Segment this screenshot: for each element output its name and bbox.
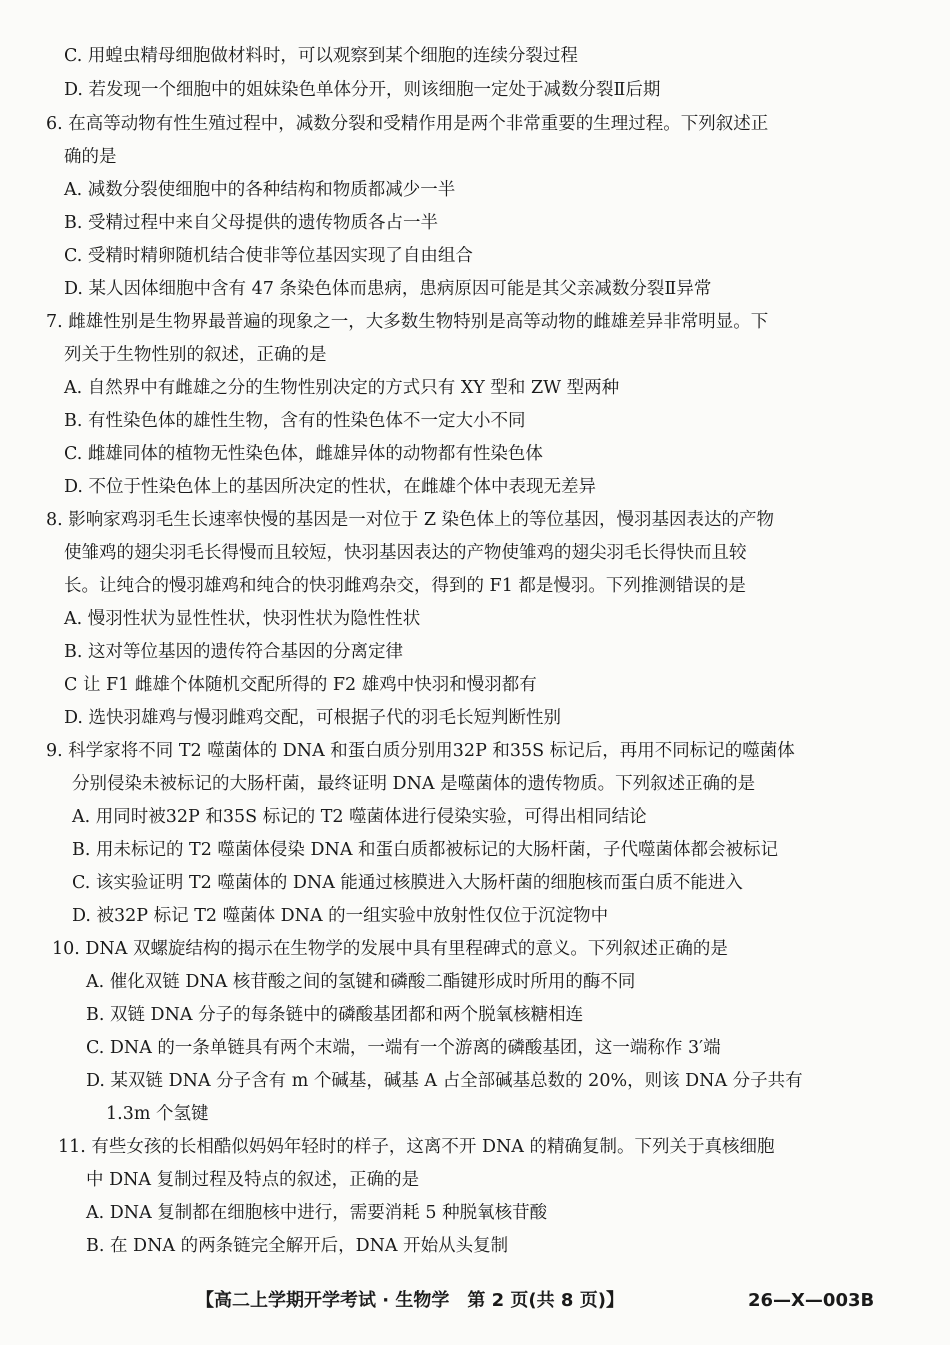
q10-option-c: C. DNA 的一条单链具有两个末端，一端有一个游离的磷酸基团，这一端称作 3′端 bbox=[86, 1038, 721, 1058]
q6-option-b: B. 受精过程中来自父母提供的遗传物质各占一半 bbox=[64, 213, 438, 233]
q6-option-c: C. 受精时精卵随机结合使非等位基因实现了自由组合 bbox=[64, 246, 473, 266]
q9-stem: 9. 科学家将不同 T2 噬菌体的 DNA 和蛋白质分别用32P 和35S 标记后，再用不同标记的噬菌体 bbox=[46, 741, 795, 761]
q10-stem: 10. DNA 双螺旋结构的揭示在生物学的发展中具有里程碑式的意义。下列叙述正确的是 bbox=[52, 939, 728, 959]
q11-stem: 11. 有些女孩的长相酷似妈妈年轻时的样子，这离不开 DNA 的精确复制。下列关于真核细胞 bbox=[58, 1137, 775, 1157]
q8-stem: 8. 影响家鸡羽毛生长速率快慢的基因是一对位于 Z 染色体上的等位基因，慢羽基因表达的产物 bbox=[46, 510, 775, 530]
q9-option-a: A. 用同时被32P 和35S 标记的 T2 噬菌体进行侵染实验，可得出相同结论 bbox=[72, 807, 647, 827]
q7-option-b: B. 有性染色体的雄性生物，含有的性染色体不一定大小不同 bbox=[64, 411, 526, 431]
q8-option-d: D. 选快羽雄鸡与慢羽雌鸡交配，可根据子代的羽毛长短判断性别 bbox=[64, 708, 562, 728]
q7-option-c: C. 雌雄同体的植物无性染色体，雌雄异体的动物都有性染色体 bbox=[64, 444, 543, 464]
q9-option-d: D. 被32P 标记 T2 噬菌体 DNA 的一组实验中放射性仅位于沉淀物中 bbox=[72, 906, 609, 926]
q8-option-a: A. 慢羽性状为显性性状，快羽性状为隐性性状 bbox=[64, 609, 421, 629]
q6-option-a: A. 减数分裂使细胞中的各种结构和物质都减少一半 bbox=[64, 180, 456, 200]
q6-stem: 6. 在高等动物有性生殖过程中，减数分裂和受精作用是两个非常重要的生理过程。下列叙述正 bbox=[46, 114, 769, 134]
q8-stem-cont: 使雏鸡的翅尖羽毛长得慢而且较短，快羽基因表达的产物使雏鸡的翅尖羽毛长得快而且较 bbox=[64, 543, 747, 563]
q10-option-a: A. 催化双链 DNA 核苷酸之间的氢键和磷酸二酯键形成时所用的酶不同 bbox=[86, 972, 636, 992]
q11-stem-cont: 中 DNA 复制过程及特点的叙述，正确的是 bbox=[86, 1170, 420, 1190]
q8-stem-cont2: 长。让纯合的慢羽雄鸡和纯合的快羽雌鸡杂交，得到的 F1 都是慢羽。下列推测错误的是 bbox=[64, 576, 746, 596]
q6-option-d: D. 某人因体细胞中含有 47 条染色体而患病，患病原因可能是其父亲减数分裂Ⅱ异常 bbox=[64, 279, 712, 299]
q7-stem: 7. 雌雄性别是生物界最普遍的现象之一，大多数生物特别是高等动物的雌雄差异非常明显。下 bbox=[46, 312, 769, 332]
q5-option-c: C. 用蝗虫精母细胞做材料时，可以观察到某个细胞的连续分裂过程 bbox=[64, 46, 578, 66]
q10-option-b: B. 双链 DNA 分子的每条链中的磷酸基团都和两个脱氧核糖相连 bbox=[86, 1005, 584, 1025]
q7-option-d: D. 不位于性染色体上的基因所决定的性状，在雌雄个体中表现无差异 bbox=[64, 477, 597, 497]
q10-option-d-cont: 1.3m 个氢键 bbox=[106, 1104, 209, 1124]
q9-option-b: B. 用未标记的 T2 噬菌体侵染 DNA 和蛋白质都被标记的大肠杆菌，子代噬菌体都会被标记 bbox=[72, 840, 779, 860]
q11-option-b: B. 在 DNA 的两条链完全解开后，DNA 开始从头复制 bbox=[86, 1236, 509, 1256]
q7-option-a: A. 自然界中有雌雄之分的生物性别决定的方式只有 XY 型和 ZW 型两种 bbox=[64, 378, 620, 398]
q11-option-a: A. DNA 复制都在细胞核中进行，需要消耗 5 种脱氧核苷酸 bbox=[86, 1203, 548, 1223]
page-footer-title: 【高二上学期开学考试 · 生物学 第 2 页(共 8 页)】 bbox=[196, 1290, 624, 1311]
q9-option-c: C. 该实验证明 T2 噬菌体的 DNA 能通过核膜进入大肠杆菌的细胞核而蛋白质不能进入 bbox=[72, 873, 743, 893]
q8-option-b: B. 这对等位基因的遗传符合基因的分离定律 bbox=[64, 642, 403, 662]
q10-option-d: D. 某双链 DNA 分子含有 m 个碱基，碱基 A 占全部碱基总数的 20%，则该 DNA 分子共有 bbox=[86, 1071, 803, 1091]
q9-stem-cont: 分别侵染未被标记的大肠杆菌，最终证明 DNA 是噬菌体的遗传物质。下列叙述正确的是 bbox=[72, 774, 756, 794]
q6-stem-cont: 确的是 bbox=[64, 147, 117, 167]
q7-stem-cont: 列关于生物性别的叙述，正确的是 bbox=[64, 345, 327, 365]
q5-option-d: D. 若发现一个细胞中的姐妹染色单体分开，则该细胞一定处于减数分裂Ⅱ后期 bbox=[64, 80, 661, 100]
q8-option-c: C 让 F1 雌雄个体随机交配所得的 F2 雄鸡中快羽和慢羽都有 bbox=[64, 675, 537, 695]
page-footer-code: 26—X—003B bbox=[748, 1290, 875, 1311]
